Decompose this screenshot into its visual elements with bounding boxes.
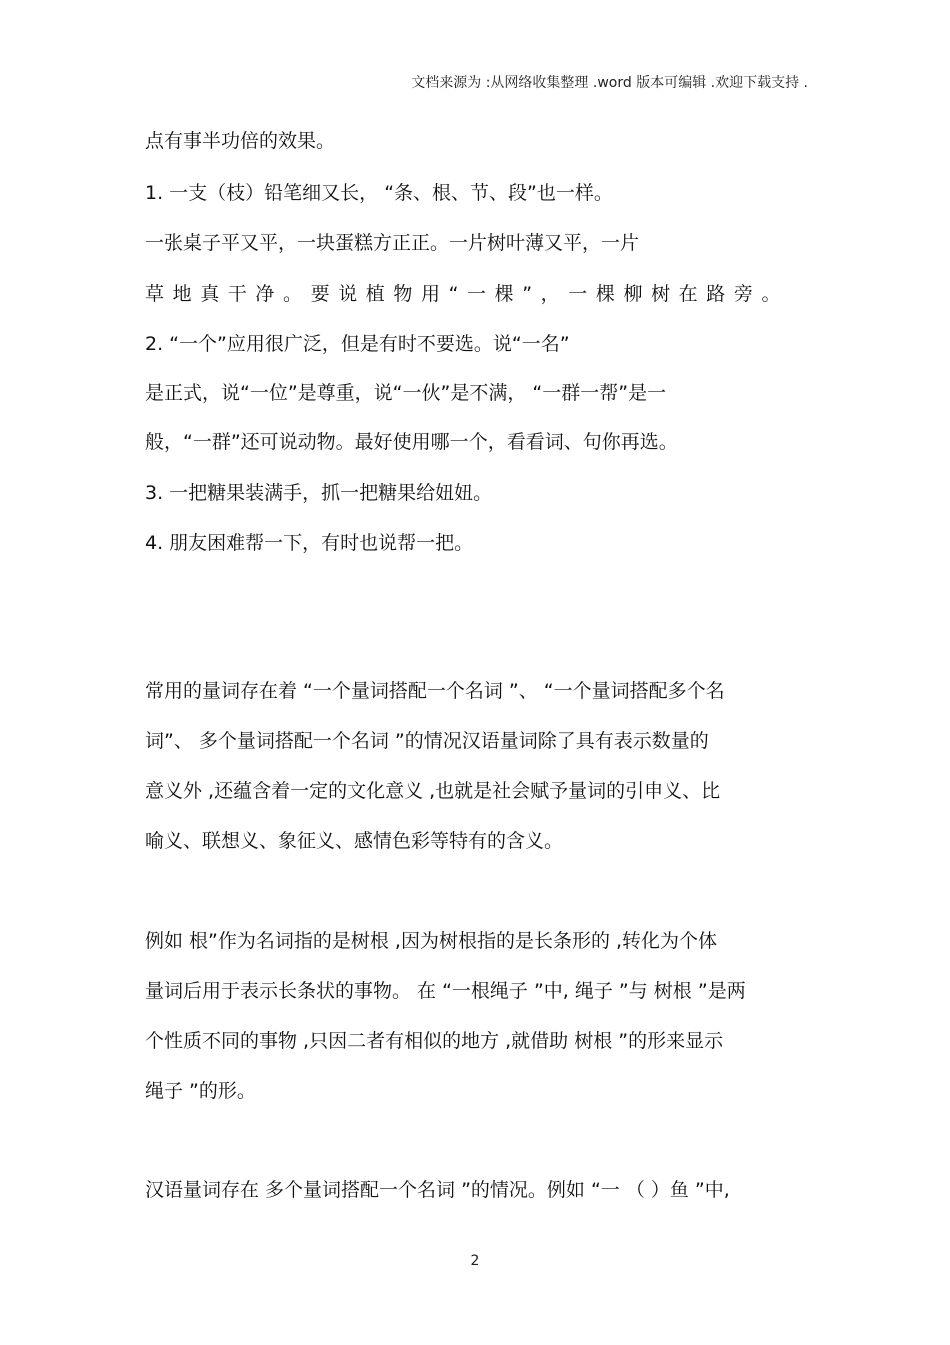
paragraph-line: 1. 一支（枝）铅笔细又长， “条、根、节、段”也一样。 bbox=[145, 182, 613, 204]
paragraph-line: 喻义、联想义、象征义、感情色彩等特有的含义。 bbox=[145, 830, 564, 852]
paragraph-line: 量词后用于表示长条状的事物。 在 “一根绳子 ”中, 绳子 ”与 树根 ”是两 bbox=[145, 980, 746, 1002]
paragraph-line: 是正式，说“一位”是尊重，说“一伙”是不满， “一群一帮”是一 bbox=[145, 382, 667, 404]
paragraph-line: 一张桌子平又平，一块蛋糕方正正。一片树叶薄又平，一片 bbox=[145, 232, 640, 254]
paragraph-line: 2. “一个”应用很广泛，但是有时不要选。说“一名” bbox=[145, 333, 570, 355]
document-source-header: 文档来源为 :从网络收集整理 .word 版本可编辑 .欢迎下载支持 . bbox=[411, 75, 808, 91]
list-item-line: 3. 一把糖果装满手，抓一把糖果给妞妞。 bbox=[145, 482, 493, 504]
list-item-line: 4. 朋友困难帮一下，有时也说帮一把。 bbox=[145, 532, 474, 554]
paragraph-line: 个性质不同的事物 ,只因二者有相似的地方 ,就借助 树根 ”的形来显示 bbox=[145, 1030, 724, 1052]
paragraph-line: 意义外 ,还蕴含着一定的文化意义 ,也就是社会赋予量词的引申义、比 bbox=[145, 780, 721, 802]
paragraph-line: 例如 根”作为名词指的是树根 ,因为树根指的是长条形的 ,转化为个体 bbox=[145, 930, 718, 952]
paragraph-line: 点有事半功倍的效果。 bbox=[145, 130, 336, 152]
paragraph-line: 常用的量词存在着 “一个量词搭配一个名词 ”、 “一个量词搭配多个名 bbox=[145, 680, 725, 702]
paragraph-line: 般，“一群”还可说动物。最好使用哪一个，看看词、句你再选。 bbox=[145, 431, 678, 453]
paragraph-line: 草地真干净。要说植物用“一棵”，一棵柳树在路旁。 bbox=[145, 283, 790, 305]
paragraph-line: 词”、 多个量词搭配一个名词 ”的情况汉语量词除了具有表示数量的 bbox=[145, 730, 709, 752]
paragraph-line: 绳子 ”的形。 bbox=[145, 1080, 256, 1102]
page-number: 2 bbox=[470, 1253, 480, 1269]
paragraph-line: 汉语量词存在 多个量词搭配一个名词 ”的情况。例如 “一 （ ）鱼 ”中, bbox=[145, 1179, 730, 1201]
